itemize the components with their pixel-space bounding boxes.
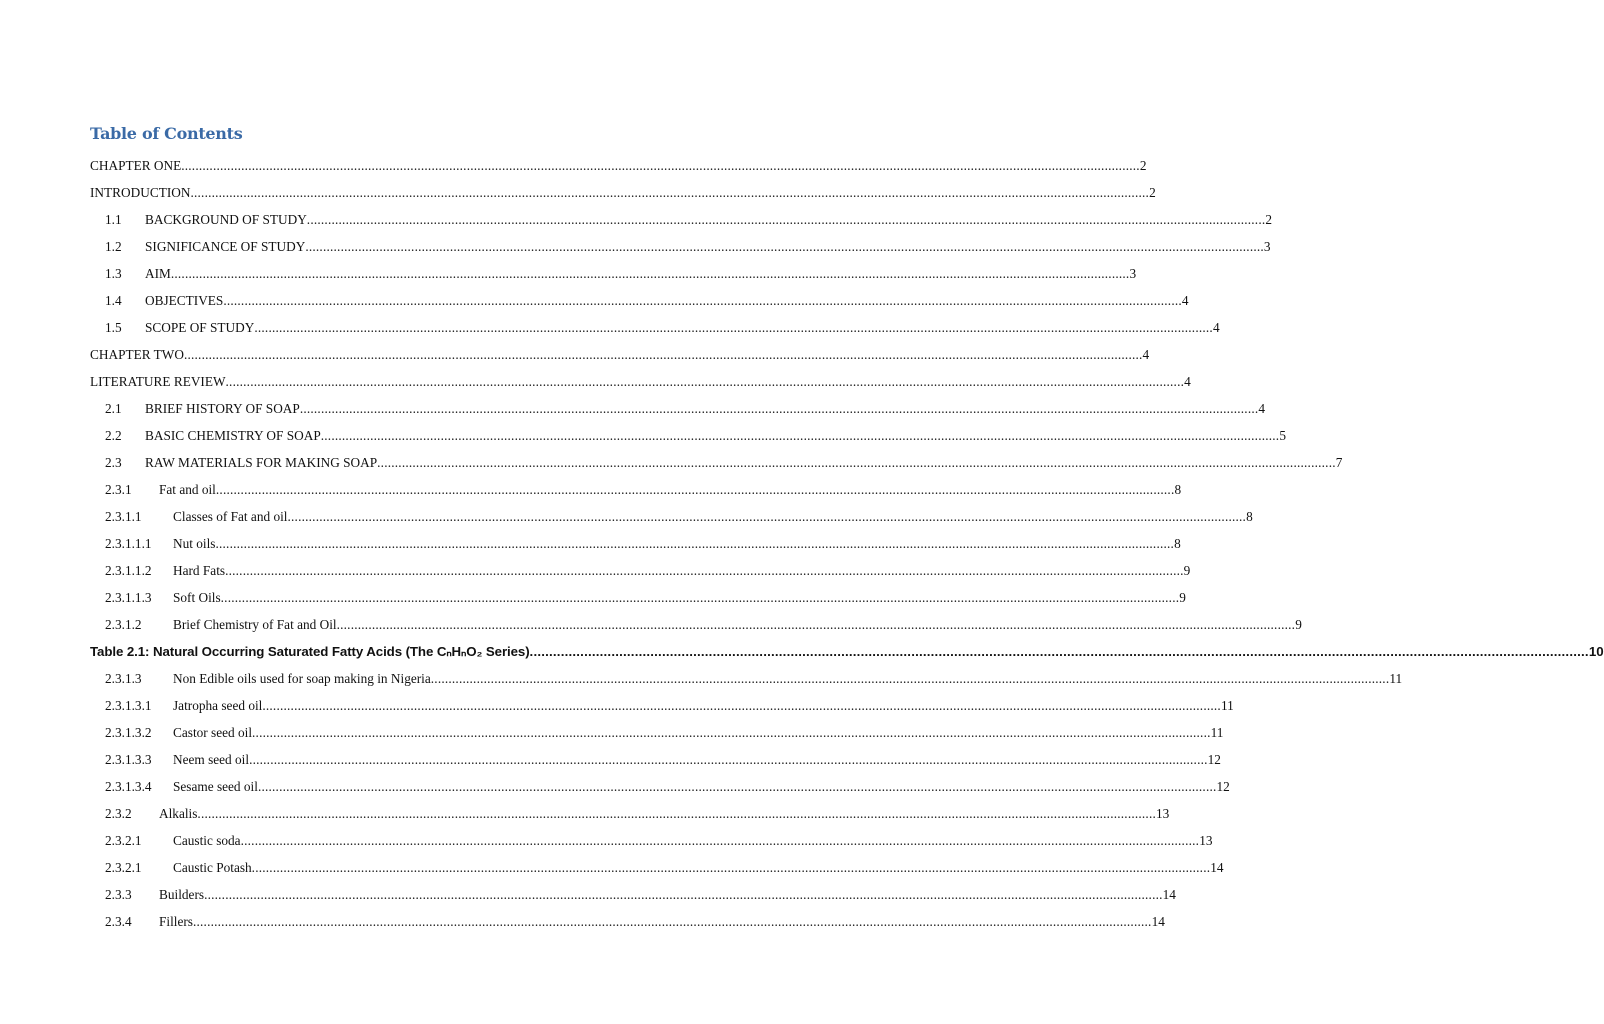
toc-entry[interactable]: [90, 660, 1403, 687]
toc-entry-page-number: 4: [1142, 347, 1150, 362]
toc-entry-line: [90, 671, 1403, 687]
toc-entry-page-number: 3: [1263, 239, 1271, 254]
toc-entry-number: 2.3.3: [105, 887, 132, 902]
toc-entry-line: [90, 617, 1302, 633]
toc-entry-page-number: 13: [1156, 806, 1170, 821]
toc-entry-title: CHAPTER TWO: [90, 347, 184, 362]
toc-entry-page-number: 11: [1389, 671, 1403, 686]
toc-entry-number: 2.2: [105, 428, 122, 443]
toc-entry-number: 2.3.1.3.1: [105, 698, 152, 713]
toc-dot-leader: [215, 536, 1174, 552]
toc-entry-number: 2.3.1.1: [105, 509, 142, 524]
toc-entry-title: BACKGROUND OF STUDY: [145, 212, 307, 227]
toc-entry-number: 2.3: [105, 455, 122, 470]
toc-entry-number: 2.3.1.2: [105, 617, 142, 632]
toc-entry-page-number: 14: [1210, 860, 1224, 875]
toc-entry-line: [90, 590, 1186, 606]
toc-entry-line: [90, 806, 1170, 822]
toc-entry[interactable]: [90, 687, 1234, 714]
toc-entry-number: 2.3.1.1.2: [105, 563, 152, 578]
toc-entry-line: [90, 401, 1266, 417]
toc-entry-title: BRIEF HISTORY OF SOAP: [145, 401, 300, 416]
toc-entry-line: [90, 698, 1234, 714]
toc-entry[interactable]: [90, 201, 1273, 228]
toc-entry-title: Table 2.1: Natural Occurring Saturated Fatty Acids (The CₙHₙO₂ Series): [90, 644, 530, 659]
toc-entry-title: Builders: [159, 887, 205, 902]
toc-entry-page-number: 11: [1220, 698, 1234, 713]
toc-entry-number: 2.3.1.1.1: [105, 536, 152, 551]
toc-dot-leader: [190, 185, 1149, 201]
toc-entry-line: [90, 644, 1604, 660]
toc-entry-line: [90, 833, 1213, 849]
toc-entry[interactable]: [90, 525, 1181, 552]
toc-dot-leader: [262, 698, 1221, 714]
toc-entry-page-number: 14: [1151, 914, 1165, 929]
toc-entry[interactable]: [90, 768, 1230, 795]
toc-entry-page-number: 2: [1265, 212, 1273, 227]
toc-entry-line: [90, 239, 1271, 255]
toc-entry-title: Classes of Fat and oil: [173, 509, 288, 524]
toc-entry-title: Non Edible oils used for soap making in Nigeria: [173, 671, 431, 686]
toc-dot-leader: [377, 455, 1336, 471]
toc-entry-title: Brief Chemistry of Fat and Oil: [173, 617, 337, 632]
toc-entry[interactable]: [90, 255, 1137, 282]
toc-entry[interactable]: [90, 714, 1224, 741]
toc-dot-leader: [305, 239, 1264, 255]
toc-entry-page-number: 3: [1129, 266, 1137, 281]
toc-dot-leader: [321, 428, 1280, 444]
toc-entry-title: INTRODUCTION: [90, 185, 191, 200]
toc-entry-page-number: 4: [1258, 401, 1266, 416]
toc-entry-number: 1.4: [105, 293, 122, 308]
toc-entry[interactable]: [90, 471, 1182, 498]
toc-entry-number: 2.3.2.1: [105, 860, 142, 875]
toc-dot-leader: [249, 752, 1208, 768]
toc-entry[interactable]: [90, 741, 1221, 768]
toc-dot-leader: [204, 887, 1163, 903]
toc-dot-leader: [337, 617, 1296, 633]
toc-entry-page-number: 4: [1181, 293, 1189, 308]
toc-entry-page-number: 9: [1179, 590, 1186, 605]
toc-dot-leader: [184, 347, 1143, 363]
toc-entry-page-number: 9: [1183, 563, 1191, 578]
toc-entry-line: [90, 914, 1165, 930]
toc-entry[interactable]: [90, 282, 1189, 309]
toc-entry-page-number: 5: [1279, 428, 1286, 443]
toc-entry[interactable]: [90, 498, 1253, 525]
toc-dot-leader: [226, 374, 1185, 390]
toc-entry-line: [90, 482, 1182, 498]
toc-entry-title: Fillers: [159, 914, 193, 929]
toc-entry-title: Nut oils: [173, 536, 216, 551]
toc-entry-title: Alkalis: [159, 806, 198, 821]
toc-entry[interactable]: [90, 444, 1343, 471]
toc-entry[interactable]: [90, 363, 1191, 390]
toc-entry-title: Sesame seed oil: [173, 779, 258, 794]
toc-dot-leader: [225, 563, 1184, 579]
toc-entry[interactable]: [90, 417, 1286, 444]
toc-entry[interactable]: [90, 633, 1604, 660]
toc-entry[interactable]: [90, 876, 1176, 903]
toc-entry-title: LITERATURE REVIEW: [90, 374, 226, 389]
toc-entry-number: 2.3.4: [105, 914, 132, 929]
toc-entry-number: 1.2: [105, 239, 122, 254]
toc-entry-number: 2.3.1.3.3: [105, 752, 152, 767]
toc-entry-page-number: 11: [1210, 725, 1224, 740]
toc-entry-line: [90, 347, 1150, 363]
toc-entry[interactable]: [90, 579, 1186, 606]
toc-entry[interactable]: [90, 552, 1191, 579]
toc-entry-title: CHAPTER ONE: [90, 158, 182, 173]
toc-entry-page-number: 4: [1184, 374, 1191, 389]
toc-entry-line: [90, 293, 1189, 309]
toc-dot-leader: [221, 590, 1180, 606]
toc-list: [90, 147, 1604, 930]
toc-entry-line: [90, 374, 1191, 390]
toc-dot-leader: [197, 806, 1156, 822]
toc-entry[interactable]: [90, 390, 1266, 417]
toc-dot-leader: [431, 671, 1390, 687]
toc-dot-leader: [223, 293, 1182, 309]
toc-dot-leader: [307, 212, 1266, 228]
toc-entry-number: 2.3.1.1.3: [105, 590, 152, 605]
toc-entry-title: SIGNIFICANCE OF STUDY: [145, 239, 306, 254]
toc-dot-leader: [241, 833, 1200, 849]
toc-entry[interactable]: [90, 606, 1302, 633]
toc-entry-line: [90, 725, 1224, 741]
toc-entry-page-number: 4: [1212, 320, 1220, 335]
toc-entry-line: [90, 779, 1230, 795]
toc-entry-line: [90, 509, 1253, 525]
toc-entry-line: [90, 887, 1176, 903]
toc-entry-number: 1.1: [105, 212, 122, 227]
toc-entry[interactable]: [90, 849, 1224, 876]
toc-entry-title: OBJECTIVES: [145, 293, 224, 308]
toc-entry-number: 2.1: [105, 401, 122, 416]
toc-entry-page-number: 7: [1335, 455, 1343, 470]
toc-entry-page-number: 8: [1174, 482, 1182, 497]
toc-entry-page-number: 2: [1139, 158, 1147, 173]
toc-dot-leader: [288, 509, 1247, 525]
toc-dot-leader: [252, 860, 1211, 876]
toc-entry-line: [90, 536, 1181, 552]
toc-entry-title: BASIC CHEMISTRY OF SOAP: [145, 428, 321, 443]
toc-entry-page-number: 8: [1246, 509, 1253, 524]
toc-entry-title: SCOPE OF STUDY: [145, 320, 255, 335]
toc-entry-line: [90, 266, 1137, 282]
toc-entry-number: 2.3.1: [105, 482, 132, 497]
toc-entry-number: 2.3.1.3.2: [105, 725, 152, 740]
toc-entry-page-number: 12: [1207, 752, 1221, 767]
toc-entry[interactable]: [90, 228, 1271, 255]
toc-entry-line: [90, 158, 1147, 174]
toc-dot-leader: [252, 725, 1211, 741]
toc-dot-leader: [193, 914, 1152, 930]
toc-entry-title: Caustic soda: [173, 833, 241, 848]
toc-dot-leader: [300, 401, 1259, 417]
toc-heading: Table of Contents: [90, 124, 243, 143]
toc-entry-page-number: 14: [1162, 887, 1176, 902]
toc-dot-leader: [254, 320, 1213, 336]
toc-entry-page-number: 10: [1588, 644, 1604, 659]
toc-entry-number: 1.5: [105, 320, 122, 335]
toc-entry-line: [90, 563, 1191, 579]
toc-entry-number: 2.3.1.3: [105, 671, 142, 686]
toc-entry-title: Fat and oil: [159, 482, 216, 497]
toc-entry-page-number: 13: [1199, 833, 1213, 848]
toc-entry-line: [90, 185, 1156, 201]
toc-entry-line: [90, 212, 1273, 228]
toc-entry-title: Neem seed oil: [173, 752, 250, 767]
toc-entry-number: 1.3: [105, 266, 122, 281]
toc-entry-page-number: 12: [1216, 779, 1230, 794]
toc-entry-title: Caustic Potash: [173, 860, 252, 875]
toc-dot-leader: [171, 266, 1130, 282]
toc-dot-leader: [181, 158, 1140, 174]
toc-entry[interactable]: [90, 336, 1150, 363]
toc-entry-page-number: 8: [1174, 536, 1181, 551]
toc-entry-title: RAW MATERIALS FOR MAKING SOAP: [145, 455, 378, 470]
toc-entry-line: [90, 320, 1220, 336]
toc-entry-page-number: 2: [1149, 185, 1156, 200]
toc-entry-title: Castor seed oil: [173, 725, 253, 740]
toc-entry[interactable]: [90, 795, 1170, 822]
toc-entry-number: 2.3.2.1: [105, 833, 142, 848]
toc-entry[interactable]: [90, 822, 1213, 849]
toc-entry-title: Hard Fats: [173, 563, 226, 578]
toc-entry-line: [90, 860, 1224, 876]
toc-entry[interactable]: [90, 147, 1147, 174]
toc-dot-leader: [216, 482, 1175, 498]
toc-entry-page-number: 9: [1295, 617, 1302, 632]
toc-entry-number: 2.3.1.3.4: [105, 779, 152, 794]
toc-entry[interactable]: [90, 309, 1220, 336]
toc-entry-line: [90, 752, 1221, 768]
toc-entry[interactable]: [90, 903, 1165, 930]
toc-dot-leader: [258, 779, 1217, 795]
toc-entry-title: AIM: [145, 266, 171, 281]
toc-entry-line: [90, 455, 1343, 471]
toc-entry-number: 2.3.2: [105, 806, 132, 821]
toc-entry[interactable]: [90, 174, 1156, 201]
toc-entry-title: Soft Oils: [173, 590, 221, 605]
toc-entry-title: Jatropha seed oil: [173, 698, 263, 713]
toc-entry-line: [90, 428, 1286, 444]
toc-dot-leader: [530, 644, 1589, 659]
